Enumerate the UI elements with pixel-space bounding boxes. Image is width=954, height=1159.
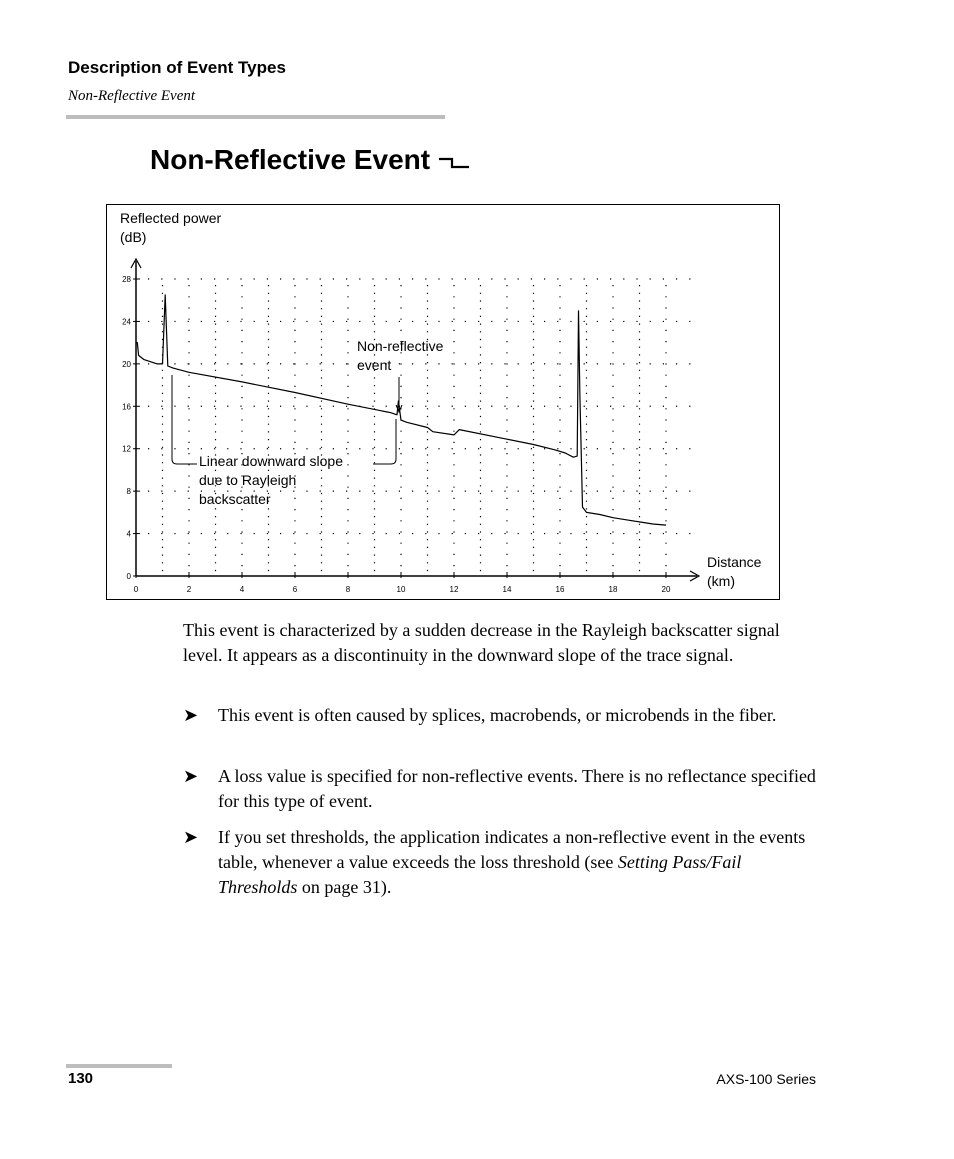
bullet-text-3 [218, 825, 823, 900]
otdr-chart [107, 205, 779, 599]
bullet-item-1 [183, 703, 823, 728]
y-tick-label: 12 [122, 444, 131, 454]
slope-annotation-line2: due to Rayleigh [199, 472, 297, 488]
bullet-text-3-pre: If you set thresholds, the application indicates a non-reflective event in the events table, whenever a value exceeds the loss threshold (see [218, 827, 806, 872]
non-reflective-event-icon [438, 154, 470, 172]
y-tick-label: 16 [122, 402, 131, 412]
x-tick-label: 10 [396, 585, 406, 594]
description-paragraph: This event is characterized by a sudden decrease in the Rayleigh backscatter signal level. It appears as a discontinuity in the downward slope of the trace signal. [183, 620, 780, 665]
x-tick-label: 6 [292, 585, 298, 594]
page-number: 130 [68, 1070, 94, 1087]
bullet-text-3-post: on page 31). [297, 877, 392, 897]
x-tick-label: 4 [239, 585, 245, 594]
y-tick-label: 8 [126, 487, 131, 497]
x-tick-label: 2 [186, 585, 192, 594]
x-tick-label: 20 [661, 585, 671, 594]
y-tick-label: 24 [122, 317, 131, 327]
bullet-item-2 [183, 764, 823, 814]
x-tick-label: 16 [555, 585, 565, 594]
y-tick-label: 4 [126, 529, 131, 539]
x-axis-label-line2: (km) [707, 573, 735, 589]
y-axis-label-line2: (dB) [120, 229, 147, 245]
cross-reference-link[interactable]: Setting Pass/Fail Thresholds [218, 852, 742, 897]
x-axis-label-line1: Distance [707, 554, 762, 570]
bullet-text-1: This event is often caused by splices, macrobends, or microbends in the fiber. [218, 705, 777, 725]
x-tick-label: 0 [133, 585, 139, 594]
section-title [150, 144, 470, 176]
x-tick-label: 14 [502, 585, 512, 594]
section-title-text: Non-Reflective Event [150, 144, 431, 175]
slope-annotation-bracket [172, 375, 396, 464]
y-tick-label: 28 [122, 275, 131, 284]
y-tick-label: 20 [122, 359, 131, 369]
x-tick-label: 18 [608, 585, 618, 594]
event-annotation-line1: Non-reflective [357, 338, 444, 354]
bullet-item-3 [183, 825, 823, 900]
bullet-arrow-icon: ➤ [183, 766, 199, 786]
header-subtitle: Non-Reflective Event [68, 88, 196, 104]
x-tick-label: 12 [449, 585, 459, 594]
slope-annotation-line3: backscatter [199, 491, 271, 507]
slope-annotation-line1: Linear downward slope [199, 453, 343, 469]
bullet-arrow-icon: ➤ [183, 705, 199, 725]
y-axis-label-line1: Reflected power [120, 210, 222, 226]
header-rule [66, 115, 445, 119]
event-annotation-line2: event [357, 357, 392, 373]
bullet-arrow-icon: ➤ [183, 827, 199, 847]
otdr-trace-figure [106, 204, 780, 600]
footer-rule [66, 1064, 172, 1068]
product-series: AXS-100 Series [716, 1071, 816, 1087]
bullet-text-2: A loss value is specified for non-reflective events. There is no reflectance specified for this type of event. [218, 766, 816, 811]
y-tick-label: 0 [126, 572, 131, 581]
header-title: Description of Event Types [68, 58, 286, 77]
x-tick-label: 8 [345, 585, 351, 594]
